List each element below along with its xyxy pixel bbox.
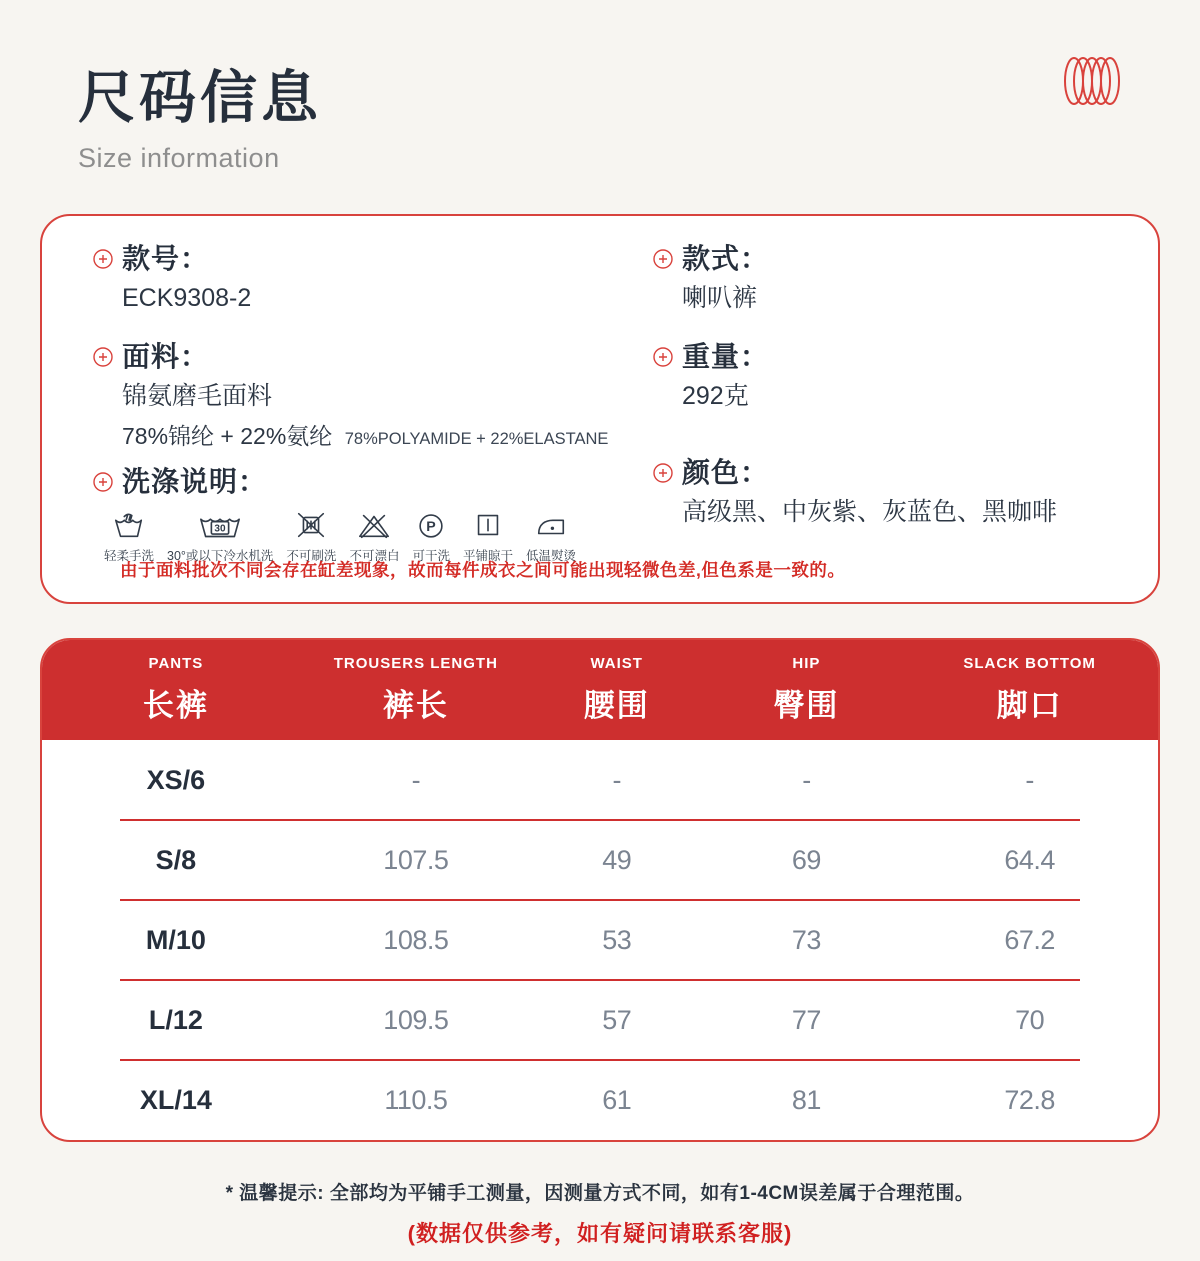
wash-item-label: 30°或以下冷水机洗 xyxy=(167,549,274,563)
table-row xyxy=(42,740,1158,820)
weight-label: 重量： xyxy=(682,341,770,372)
value-cell: 67.2 xyxy=(1004,924,1055,955)
value-cell: 110.5 xyxy=(384,1084,448,1115)
wash-item xyxy=(463,507,513,564)
model-number-label: 款号： xyxy=(122,243,210,274)
color-value: 高级黑、中灰紫、灰蓝色、黑咖啡 xyxy=(682,498,1058,526)
value-cell: 61 xyxy=(602,1084,632,1115)
flat-dry-icon xyxy=(471,507,505,543)
size-table-header xyxy=(42,640,1158,740)
do-not-bleach-icon xyxy=(357,507,391,543)
value-cell: 57 xyxy=(602,1004,632,1035)
dry-clean-icon xyxy=(414,507,448,543)
wash-item xyxy=(412,507,450,564)
wash-icons-row xyxy=(104,507,682,564)
column-header-slack-bottom xyxy=(901,655,1158,725)
field-model-number xyxy=(122,240,682,316)
wash-item xyxy=(286,507,336,564)
value-cell: 81 xyxy=(791,1084,821,1115)
wash-item-label: 不可漂白 xyxy=(349,549,400,563)
field-weight xyxy=(682,338,1128,414)
column-header-en: WAIST xyxy=(590,655,643,672)
value-cell: 72.8 xyxy=(1004,1084,1055,1115)
table-row xyxy=(42,820,1158,900)
wash-item-label: 轻柔手洗 xyxy=(104,549,155,563)
size-cell: L/12 xyxy=(148,1004,203,1035)
column-header-waist xyxy=(522,655,712,725)
wash-item-label: 低温熨烫 xyxy=(525,549,576,563)
wash-item-label: 可干洗 xyxy=(412,549,450,563)
value-cell: 73 xyxy=(791,924,821,955)
value-cell: 49 xyxy=(602,844,632,875)
size-cell: S/8 xyxy=(155,844,197,875)
column-header-cn: 脚口 xyxy=(996,688,1063,723)
value-cell: 53 xyxy=(602,924,632,955)
dye-lot-note: 由于面料批次不同会存在缸差现象，故而每件成衣之间可能出现轻微色差,但色系是一致的。 xyxy=(120,560,846,580)
plus-circle-icon xyxy=(652,346,674,368)
value-cell: - xyxy=(612,764,621,795)
value-cell: 109.5 xyxy=(383,1004,449,1035)
style-label: 款式： xyxy=(682,243,770,274)
page-title: 尺码信息 xyxy=(78,66,322,130)
wash-item xyxy=(104,507,154,564)
column-header-en: PANTS xyxy=(148,655,204,672)
column-header-cn: 臀围 xyxy=(773,688,840,723)
weight-value: 292克 xyxy=(682,382,749,410)
page-header xyxy=(0,0,1200,174)
size-cell: M/10 xyxy=(145,924,206,955)
size-table-body xyxy=(42,740,1158,1140)
size-cell: XL/14 xyxy=(139,1084,212,1115)
table-row xyxy=(42,980,1158,1060)
value-cell: 77 xyxy=(791,1004,821,1035)
size-table xyxy=(40,638,1160,1142)
product-info-card xyxy=(40,214,1160,604)
footer-notes xyxy=(0,1178,1200,1248)
svg-text:P: P xyxy=(426,519,436,536)
plus-circle-icon xyxy=(92,471,114,493)
column-header-en: TROUSERS LENGTH xyxy=(333,655,498,672)
field-wash-instructions xyxy=(104,463,682,564)
do-not-scrub-icon xyxy=(294,507,328,543)
value-cell: 69 xyxy=(791,844,821,875)
column-header-en: HIP xyxy=(792,655,821,672)
field-style xyxy=(682,240,1128,316)
fabric-label: 面料： xyxy=(122,341,210,372)
column-header-trousers-length xyxy=(310,655,522,725)
fabric-composition-cn: 78%锦纶 + 22%氨纶 xyxy=(122,423,333,449)
color-label: 颜色： xyxy=(682,457,770,488)
reference-tip: (数据仅供参考，如有疑问请联系客服) xyxy=(407,1221,793,1246)
fabric-value: 锦氨磨毛面料 xyxy=(122,382,273,410)
value-cell: 108.5 xyxy=(383,924,449,955)
info-right-column xyxy=(682,240,1128,564)
column-header-cn: 裤长 xyxy=(382,688,449,723)
fabric-composition xyxy=(122,418,682,451)
plus-circle-icon xyxy=(652,462,674,484)
column-header-hip xyxy=(712,655,902,725)
column-header-cn: 长裤 xyxy=(142,688,209,723)
column-header-en: SLACK BOTTOM xyxy=(963,655,1096,672)
wash-item xyxy=(349,507,399,564)
measurement-tip: * 温馨提示: 全部均为平铺手工测量，因测量方式不同，如有1-4CM误差属于合理范围。 xyxy=(225,1183,975,1204)
wash-item xyxy=(167,507,273,564)
spring-coil-icon xyxy=(1062,54,1122,108)
model-number-value: ECK9308-2 xyxy=(122,284,252,312)
value-cell: 64.4 xyxy=(1004,844,1055,875)
info-left-column xyxy=(104,240,682,564)
value-cell: 107.5 xyxy=(383,844,449,875)
plus-circle-icon xyxy=(652,248,674,270)
value-cell: - xyxy=(802,764,811,795)
machine-wash-30-icon xyxy=(197,507,243,543)
page-subtitle: Size information xyxy=(78,143,280,173)
field-fabric xyxy=(122,338,682,451)
size-cell: XS/6 xyxy=(146,764,206,795)
low-iron-icon xyxy=(534,507,568,543)
style-value: 喇叭裤 xyxy=(682,284,758,312)
value-cell: 70 xyxy=(1015,1004,1045,1035)
wash-instructions-label: 洗涤说明： xyxy=(122,466,268,497)
plus-circle-icon xyxy=(92,346,114,368)
wash-item xyxy=(526,507,576,564)
wash-item-label: 不可刷洗 xyxy=(286,549,337,563)
hand-wash-icon xyxy=(112,507,146,543)
svg-text:30: 30 xyxy=(214,523,226,535)
column-header-cn: 腰围 xyxy=(583,688,650,723)
value-cell: - xyxy=(1025,764,1034,795)
column-header-pants xyxy=(42,655,310,725)
value-cell: - xyxy=(411,764,421,795)
plus-circle-icon xyxy=(92,248,114,270)
field-color xyxy=(682,454,1128,530)
table-row xyxy=(42,1060,1158,1140)
table-row xyxy=(42,900,1158,980)
fabric-composition-en: 78%POLYAMIDE + 22%ELASTANE xyxy=(344,430,609,448)
wash-item-label: 平铺晾干 xyxy=(462,549,513,563)
